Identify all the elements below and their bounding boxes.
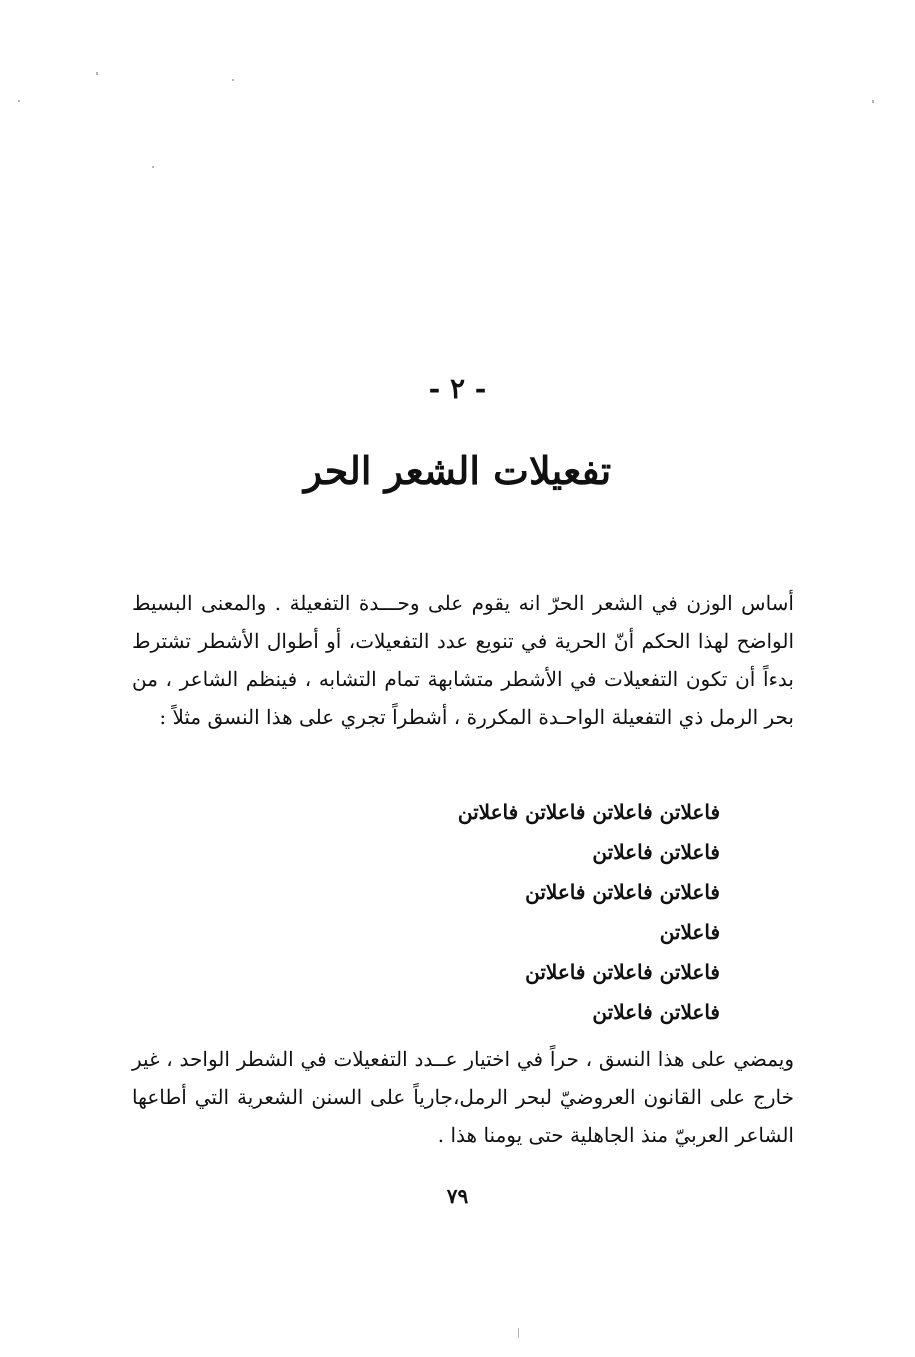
scan-speck	[96, 72, 98, 75]
verse-example	[380, 792, 720, 1032]
scan-speck	[518, 1328, 519, 1338]
page-number: ٧٩	[446, 1184, 469, 1208]
chapter-number: - ٢ -	[428, 372, 487, 405]
verse-line: فاعلاتن فاعلاتن فاعلاتن	[525, 960, 720, 984]
scan-speck	[872, 100, 874, 103]
verse-line: فاعلاتن فاعلاتن فاعلاتن فاعلاتن	[457, 800, 720, 824]
scan-speck	[18, 100, 20, 102]
verse-line: فاعلاتن فاعلاتن	[592, 1000, 720, 1024]
chapter-title: تفعيلات الشعر الحر	[303, 448, 612, 493]
paragraph-intro: أساس الوزن في الشعر الحرّ انه يقوم على وحـــدة التفعيلة . والمعنى البسيط الواضح لهذا الحكم أنّ الحرية في تنويع عدد التفعيلات، أو أطوال الأشطر تشترط بدءاً أن تكون التفعيلات في الأشطر متشابهة تمام التشابه ، فينظم الشاعر ، من بحر الرمل ذي التفعيلة الواحـدة المكررة ، أشطراً تجري على هذا النسق مثلاً :	[132, 591, 794, 729]
scan-speck	[232, 79, 234, 81]
verse-line: فاعلاتن	[659, 920, 720, 944]
scan-speck	[152, 166, 154, 168]
verse-line: فاعلاتن فاعلاتن فاعلاتن	[525, 880, 720, 904]
verse-line: فاعلاتن فاعلاتن	[592, 840, 720, 864]
paragraph-continuation: ويمضي على هذا النسق ، حراً في اختيار عــدد التفعيلات في الشطر الواحد ، غير خارج على القانون العروضيّ لبحر الرمل،جارياً على السنن الشعرية التي أطاعها الشاعر العربيّ منذ الجاهلية حتى يومنا هذا .	[132, 1047, 794, 1147]
